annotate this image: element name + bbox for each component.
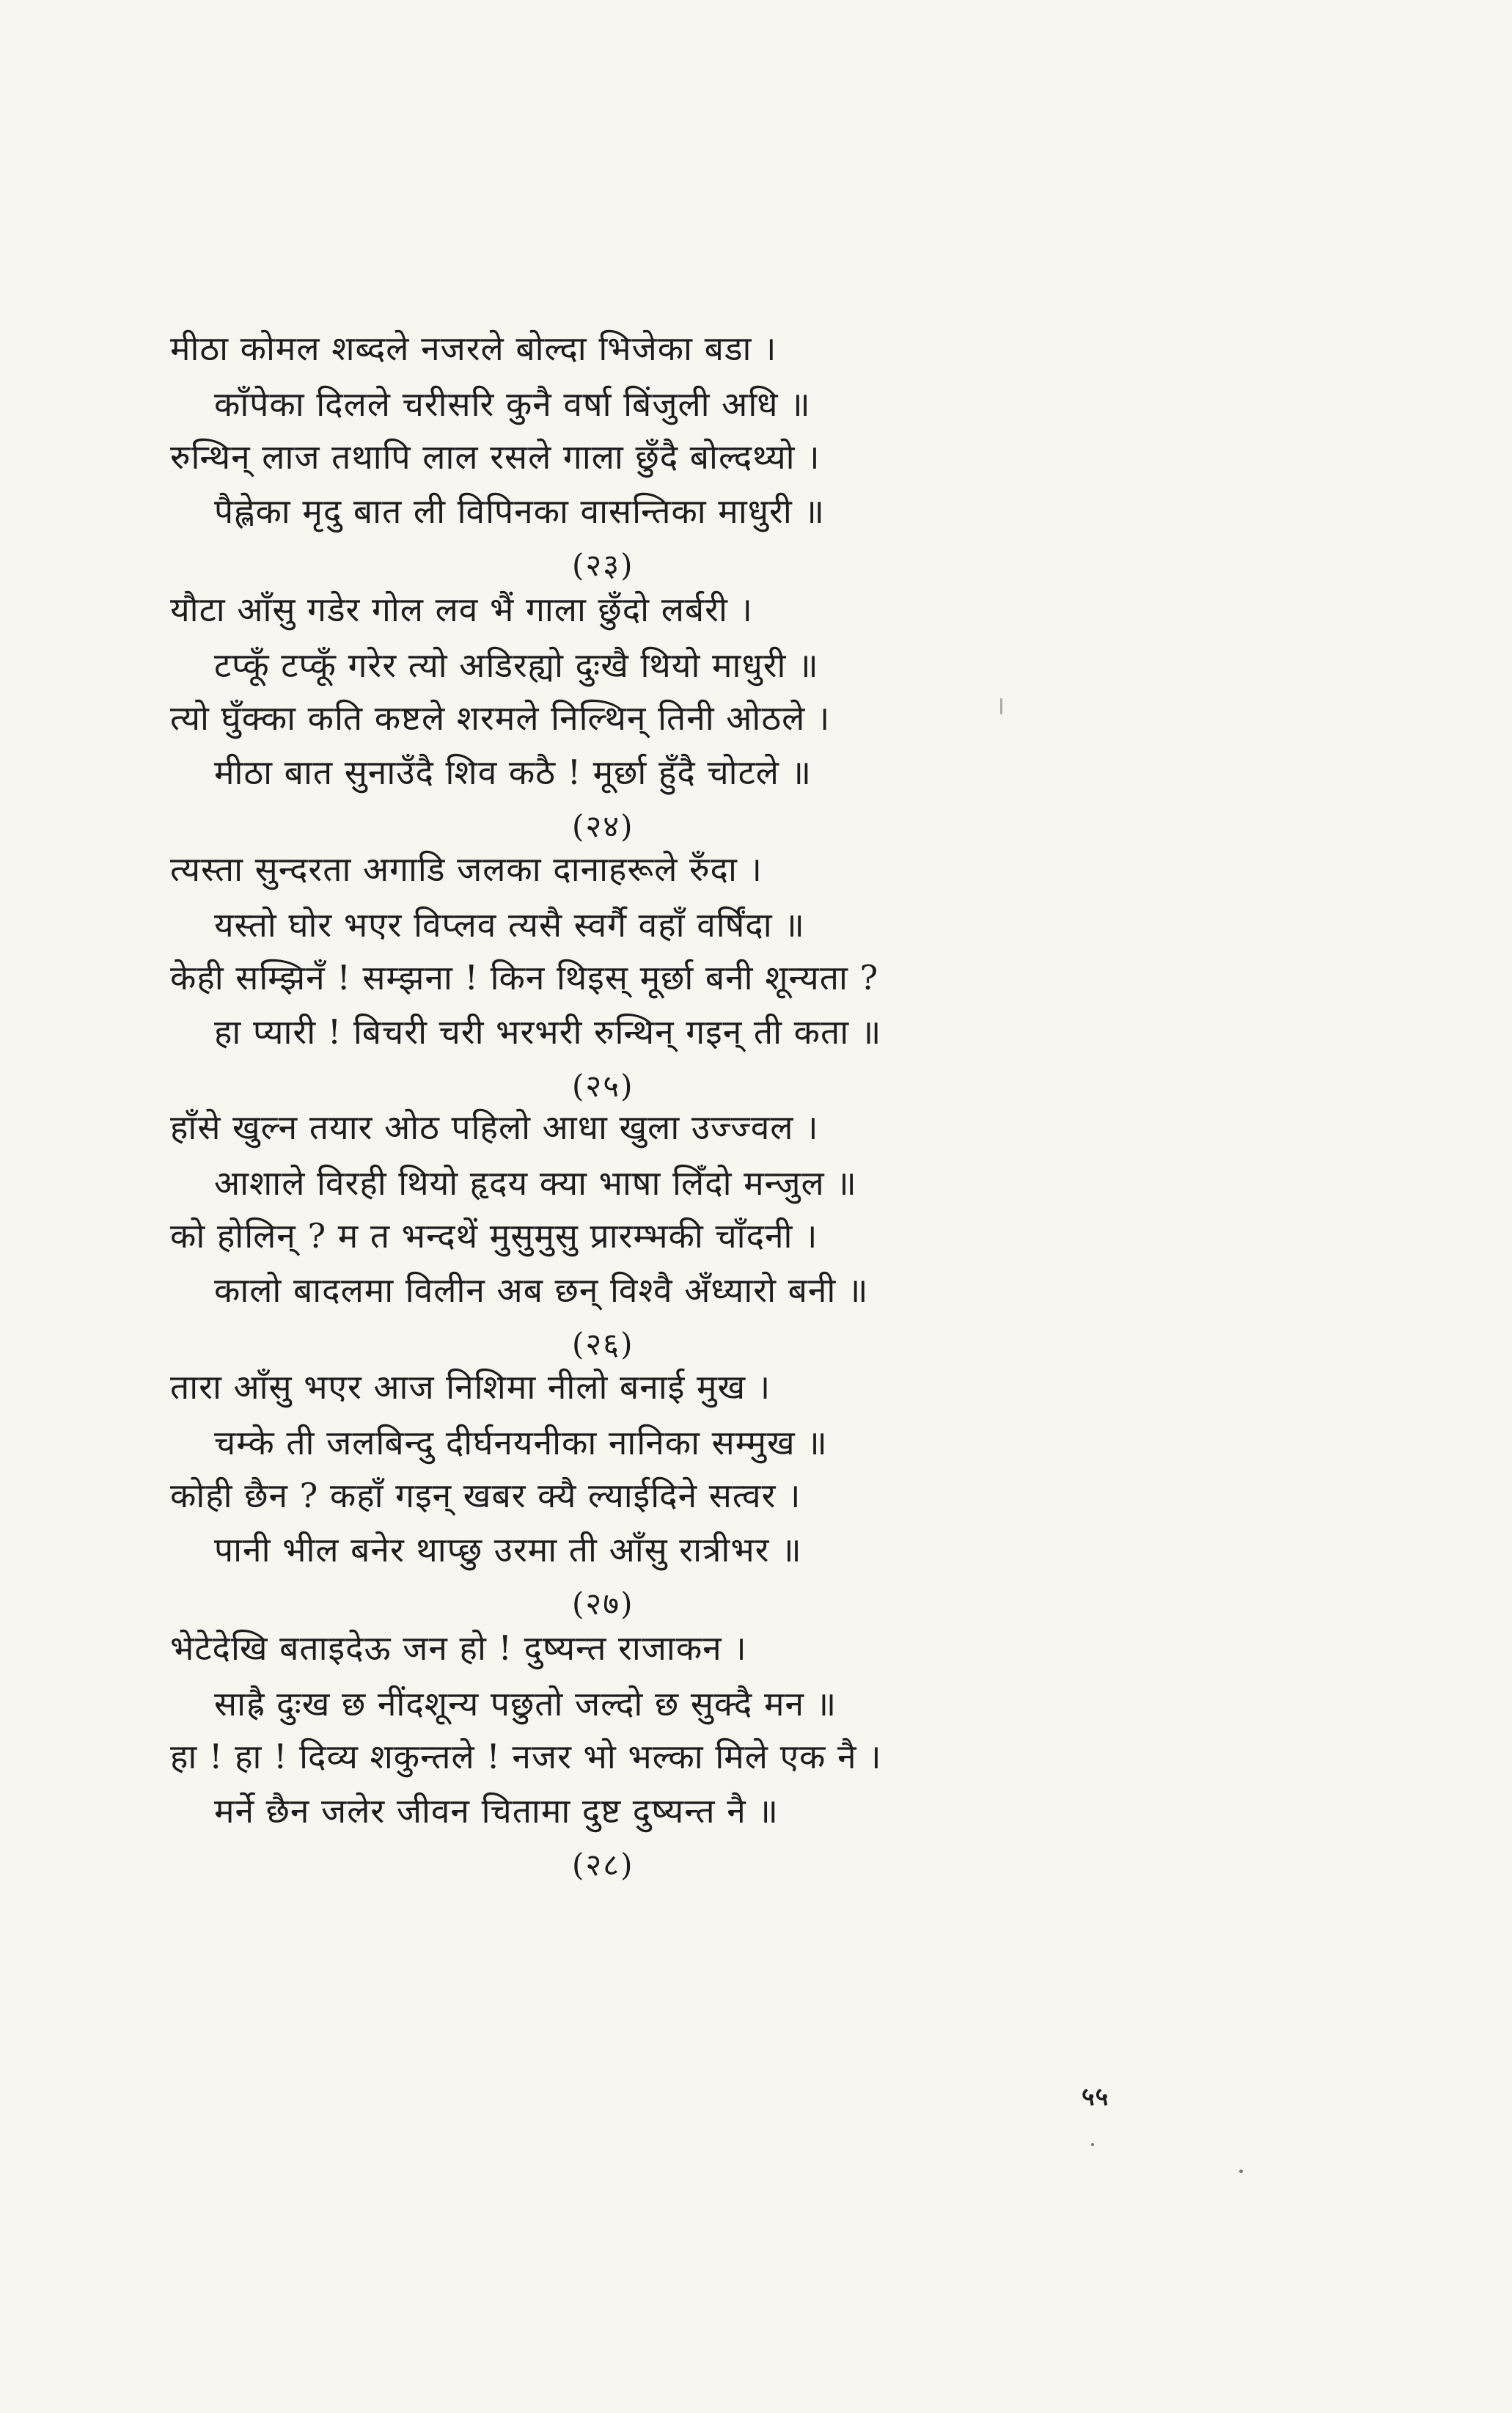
verse-line: पैह्लेका मृदु बात ली विपिनका वासन्तिका माधुरी ॥ [214, 491, 825, 531]
verse-line: कोही छैन ? कहाँ गइन् खबर क्यै ल्याईदिने सत्वर । [170, 1476, 801, 1515]
verse-line: त्यो घुँक्का कति कष्टले शरमले निल्थिन् तिनी ओठले । [170, 698, 831, 738]
verse-number: (२८) [572, 1847, 634, 1883]
verse-line: साह्रै दुःख छ नींदशून्य पछुतो जल्दो छ सुक्दै मन ॥ [214, 1684, 837, 1724]
verse-line: यस्तो घोर भएर विप्लव त्यसै स्वर्गै वहाँ वर्षिंदा ॥ [214, 905, 805, 945]
verse-line: काँपेका दिलले चरीसरि कुनै वर्षा बिंजुली अधि ॥ [214, 384, 811, 424]
verse-line: रुन्थिन् लाज तथापि लाल रसले गाला छुँदै बोल्दथ्यो । [170, 437, 821, 477]
verse-number: (२५) [572, 1068, 634, 1104]
verse-line: आशाले विरही थियो हृदय क्या भाषा लिँदो मन्जुल ॥ [214, 1163, 857, 1203]
scan-speck [1000, 698, 1002, 714]
scan-speck [1239, 2169, 1243, 2173]
verse-number: (२७) [572, 1586, 634, 1622]
verse-line: हा ! हा ! दिव्य शकुन्तले ! नजर भो भल्का मिले एक नै । [170, 1737, 882, 1776]
scan-speck [1091, 2143, 1094, 2146]
verse-line: केही सम्झिनँ ! सम्झना ! किन थिइस् मूर्छा बनी शून्यता ? [170, 958, 879, 997]
verse-line: तारा आँसु भएर आज निशिमा नीलो बनाई मुख । [170, 1367, 771, 1407]
verse-line: टप्कूँ टप्कूँ गरेर त्यो अडिरह्यो दुःखै थियो माधुरी ॥ [214, 645, 819, 685]
verse-line: कालो बादलमा विलीन अब छन् विश्वै अँध्यारो बनी ॥ [214, 1270, 869, 1310]
verse-line: हाँसे खुल्न तयार ओठ पहिलो आधा खुला उज्ज्वल । [170, 1107, 819, 1147]
verse-line: भेटेदेखि बताइदेऊ जन हो ! दुष्यन्त राजाकन । [170, 1628, 747, 1668]
verse-line: यौटा आँसु गडेर गोल लव भैं गाला छुँदो लर्बरी । [170, 590, 753, 629]
page-number: ५५ [1082, 2082, 1109, 2112]
verse-line: पानी भील बनेर थाप्छु उरमा ती आँसु रात्रीभर ॥ [214, 1530, 802, 1570]
verse-line: मर्ने छैन जलेर जीवन चितामा दुष्ट दुष्यन्त नै ॥ [214, 1791, 779, 1831]
verse-line: मीठा बात सुनाउँदै शिव कठै ! मूर्छा हुँदै चोटले ॥ [214, 753, 812, 792]
verse-number: (२४) [572, 808, 634, 844]
verse-line: मीठा कोमल शब्दले नजरले बोल्दा भिजेका बडा । [170, 329, 777, 368]
verse-line: चम्के ती जलबिन्दु दीर्घनयनीका नानिका सम्मुख ॥ [214, 1423, 828, 1462]
verse-line: त्यस्ता सुन्दरता अगाडि जलका दानाहरूले रुँदा । [170, 849, 763, 889]
verse-number: (२६) [572, 1326, 634, 1362]
verse-line: को होलिन् ? म त भन्दथें मुसुमुसु प्रारम्भकी चाँदनी । [170, 1216, 818, 1256]
verse-number: (२३) [572, 547, 634, 583]
verse-line: हा प्यारी ! बिचरी चरी भरभरी रुन्थिन् गइन् ती कता ॥ [214, 1012, 882, 1052]
